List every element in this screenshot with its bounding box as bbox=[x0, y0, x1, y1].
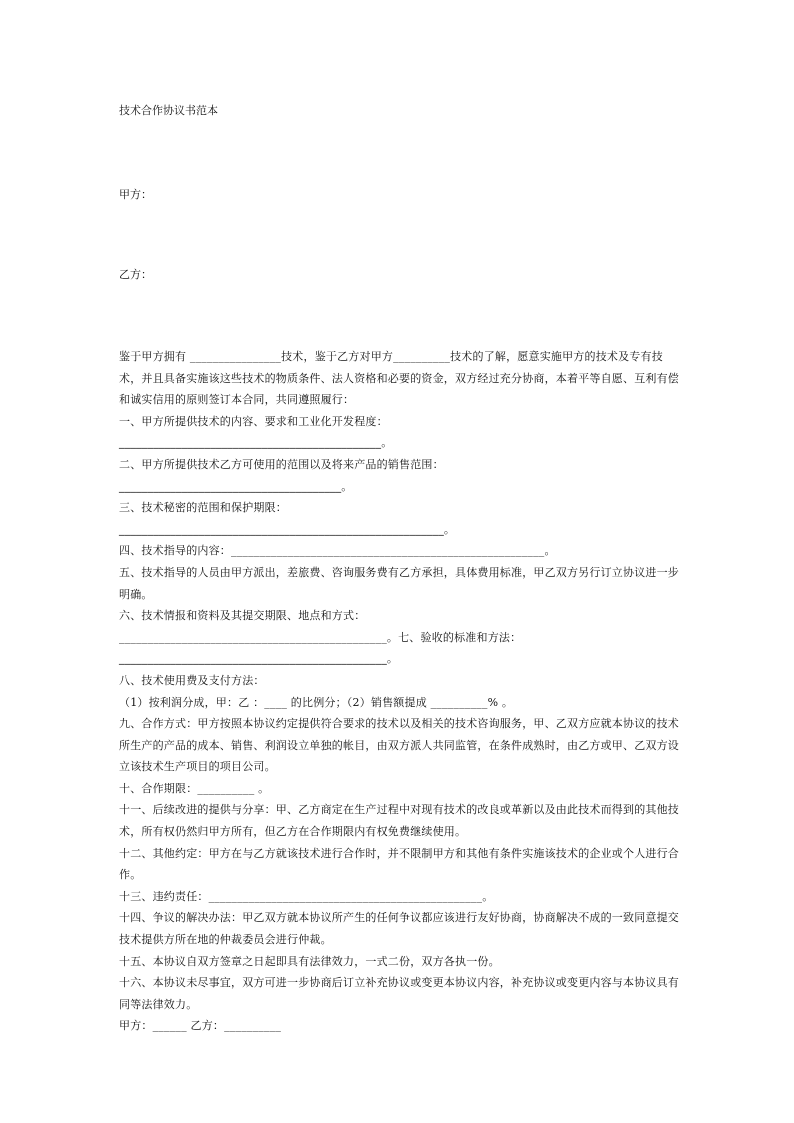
clause-16: 十六、本协议未尽事宜，双方可进一步协商后订立补充协议或变更本协议内容，补充协议或变更内容与本协议具有同等法律效力。 bbox=[119, 976, 679, 1011]
clause-4: 四、技术指导的内容：_______________________________________________________。 bbox=[119, 544, 556, 558]
party-b-label: 乙方： bbox=[119, 268, 152, 281]
clause-1-heading: 一、甲方所提供技术的内容、要求和工业化开发程度： bbox=[119, 414, 388, 428]
clause-14: 十四、争议的解决办法：甲乙双方就本协议所产生的任何争议都应该进行友好协商，协商解决不成的一致同意提交技术提供方所在地的仲裁委员会进行仲裁。 bbox=[119, 911, 679, 947]
agreement-body bbox=[119, 346, 679, 1037]
signature-line: 甲方：______ 乙方：__________ bbox=[119, 1019, 282, 1033]
clause-7-blank: _______________________________________________。 bbox=[119, 652, 399, 666]
clause-10: 十、合作期限：__________ 。 bbox=[119, 781, 270, 795]
party-a-label: 甲方： bbox=[119, 188, 152, 201]
clause-8-heading: 八、技术使用费及支付方法： bbox=[119, 673, 265, 687]
clause-3-heading: 三、技术秘密的范围和保护期限： bbox=[119, 501, 287, 515]
clause-2-blank: _______________________________________。 bbox=[119, 479, 353, 493]
clause-12: 十二、其他约定：甲方在与乙方就该技术进行合作时，并不限制甲方和其他有条件实施该技术的企业或个人进行合作。 bbox=[119, 846, 679, 882]
document-title: 技术合作协议书范本 bbox=[119, 104, 218, 117]
clause-6-heading: 六、技术情报和资料及其提交期限、地点和方式： bbox=[119, 609, 366, 623]
clause-5: 五、技术指导的人员由甲方派出，差旅费、咨询服务费有乙方承担，具体费用标准，甲乙双方另行订立协议进一步明确。 bbox=[119, 565, 679, 601]
clause-9: 九、合作方式：甲方按照本协议约定提供符合要求的技术以及相关的技术咨询服务，甲、乙双方应就本协议的技术所生产的产品的成本、销售、利润设立单独的帐目，由双方派人共同监管，在条件成熟时，由乙方或甲、乙双方设立该技术生产项目的项目公司。 bbox=[119, 717, 679, 774]
clause-11: 十一、后续改进的提供与分享：甲、乙方商定在生产过程中对现有技术的改良或革新以及由此技术而得到的其他技术，所有权仍然归甲方所有，但乙方在合作期限内有权免费继续使用。 bbox=[119, 803, 679, 839]
clause-3-blank: _________________________________________________________。 bbox=[119, 522, 456, 536]
clause-15: 十五、本协议自双方签章之日起即具有法律效力，一式二份，双方各执一份。 bbox=[119, 954, 500, 968]
clause-6-blank-clause-7-heading: _______________________________________________。七、验收的标准和方法： bbox=[119, 630, 522, 644]
clause-1-blank: ______________________________________________。 bbox=[119, 436, 393, 450]
clause-13: 十三、违约责任：________________________________________________。 bbox=[119, 889, 494, 903]
clause-8-payment: （1）按利润分成，甲：乙 ：____ 的比例分；（2）销售额提成 __________% 。 bbox=[119, 695, 514, 709]
preamble-paragraph: 鉴于甲方拥有 ________________技术，鉴于乙方对甲方__________技术的了解，愿意实施甲方的技术及专有技术，并且具备实施该这些技术的物质条件、法人资格和必要的资金，双方经过充分协商，本着平等自愿、互利有偿和诚实信用的原则签订本合同，共同遵照履行： bbox=[119, 350, 679, 407]
clause-2-heading: 二、甲方所提供技术乙方可使用的范围以及将来产品的销售范围： bbox=[119, 457, 444, 471]
